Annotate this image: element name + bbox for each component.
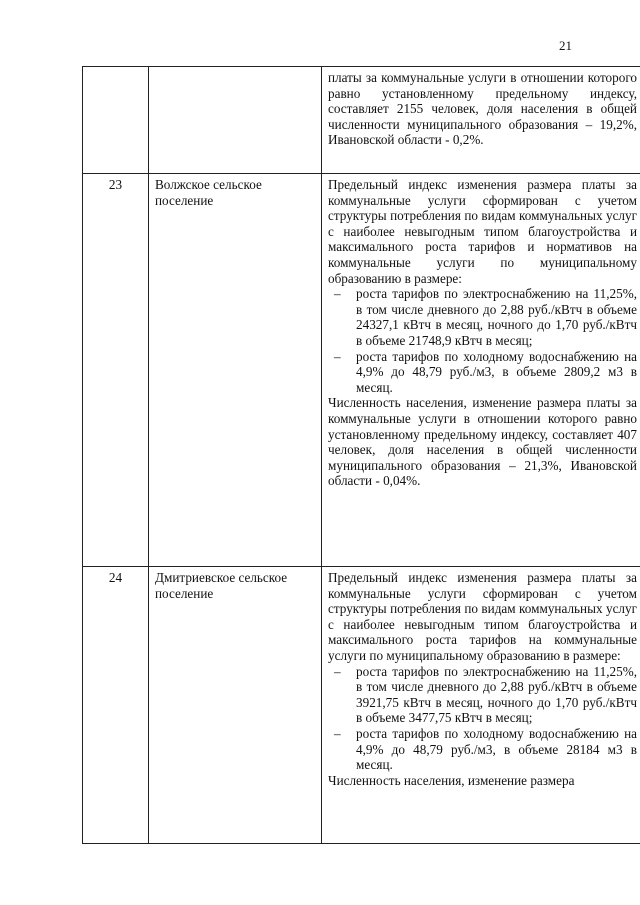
table-row-23 (83, 174, 640, 567)
row-number-cell: 24 (83, 567, 149, 844)
description-cell (322, 67, 640, 174)
tariff-list (328, 286, 637, 395)
description-intro: Предельный индекс изменения размера платы за коммунальные услуги сформирован с учетом структуры потребления по видам коммунальных услуг с наиболее невыгодным типом благоустройства и максимального роста тарифов и нормативов на коммунальные услуги по муниципальному образованию в размере: (328, 177, 637, 286)
description-outro: Численность населения, изменение размера платы за коммунальные услуги в отношении которого равно установленному предельному индексу, составляет 407 человек, доля населения в общей численности муниципального образования – 21,3%, Ивановской области - 0,04%. (328, 395, 637, 489)
description-intro: Предельный индекс изменения размера платы за коммунальные услуги сформирован с учетом структуры потребления по видам коммунальных услуг с наиболее невыгодным типом благоустройства и максимального роста тарифов на коммунальные услуги по муниципальному образованию в размере: (328, 570, 637, 663)
tariff-list-item: – роста тарифов по электроснабжению на 11,25%, в том числе дневного до 2,88 руб./кВтч в объеме 24327,1 кВтч в месяц, ночного до 1,70 руб./кВтч в объеме 21748,9 кВтч в месяц; (328, 286, 637, 348)
description-outro: Численность населения, изменение размера (328, 772, 575, 788)
table-row-24 (83, 567, 640, 844)
tariff-list (328, 664, 637, 773)
row-number-cell (83, 67, 149, 174)
tariff-list-item: – роста тарифов по электроснабжению на 11,25%, в том числе дневного до 2,88 руб./кВтч в объеме 3921,75 кВтч в месяц, ночного до 1,70 руб./кВтч в объеме 3477,75 кВтч в месяц; (328, 664, 637, 726)
description-text: платы за коммунальные услуги в отношении которого равно установленному предельному индексу, составляет 2155 человек, доля населения в общей численности муниципального образования – 19,2%, Ивановской области - 0,2%. (328, 70, 637, 148)
row-number-cell: 23 (83, 174, 149, 567)
tariff-list-item: – роста тарифов по холодному водоснабжению на 4,9% до 48,79 руб./м3, в объеме 2809,2 м3 в месяц. (328, 349, 637, 396)
description-cell (322, 567, 640, 844)
tariff-list-item: – роста тарифов по холодному водоснабжению на 4,9% до 48,79 руб./м3, в объеме 28184 м3 в месяц. (328, 726, 637, 773)
description-cell (322, 174, 640, 567)
table-row-continuation (83, 67, 640, 174)
municipal-index-table (82, 66, 640, 844)
municipality-name-cell (149, 67, 322, 174)
municipality-name-cell: Волжское сельское поселение (149, 174, 322, 567)
municipality-name-cell: Дмитриевское сельское поселение (149, 567, 322, 844)
page-number: 21 (559, 38, 572, 53)
